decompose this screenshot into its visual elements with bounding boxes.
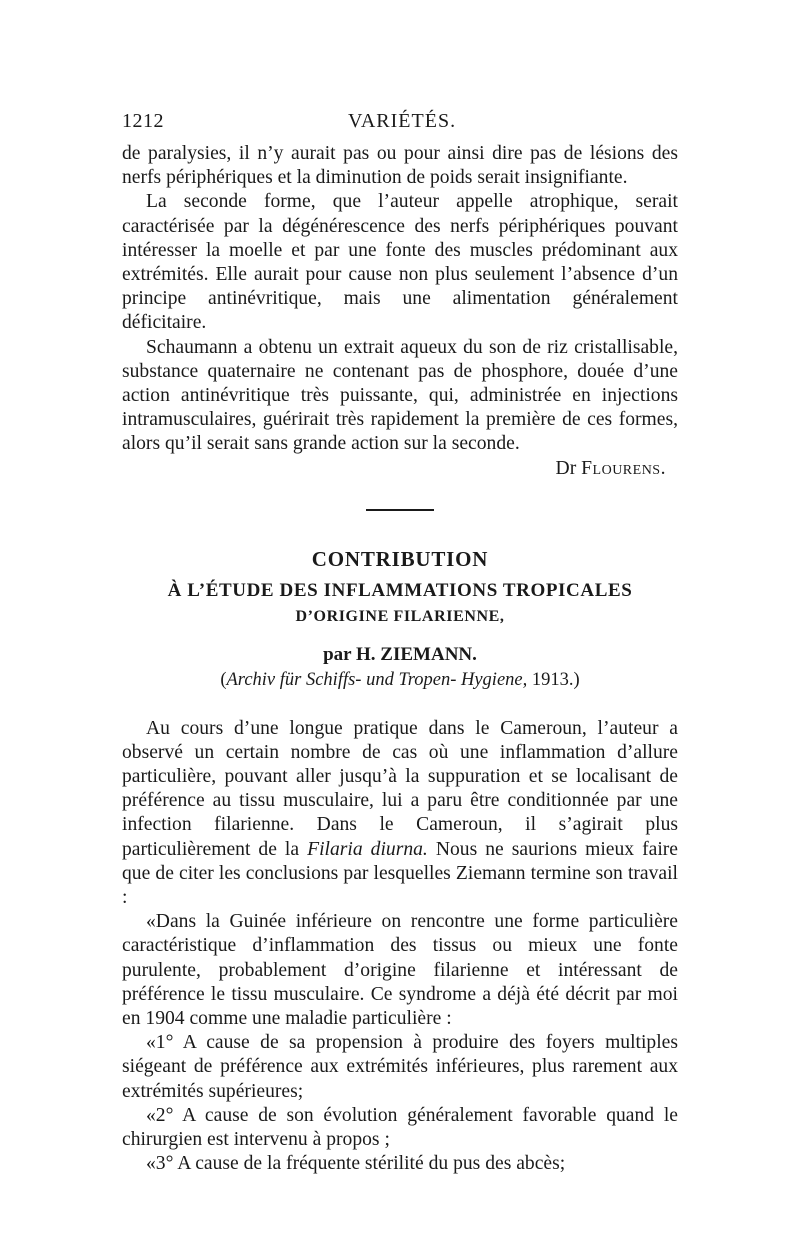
running-header — [122, 110, 678, 142]
signature-name: Flourens. — [581, 457, 666, 479]
article-subtitle: À L’ÉTUDE DES INFLAMMATIONS TROPICALES — [167, 579, 633, 601]
paragraph-quote-guinee: «Dans la Guinée inférieure on rencontre une forme particulière caractéristique d’inflammation des tissus ou mieux une fonte purulente, probablement d’origine filarienne et intéressant de préférence le tissu musculaire. Ce syndrome a déjà été décrit par moi en 1904 comme une maladie particulière : — [122, 911, 678, 1030]
running-title: VARIÉTÉS. — [348, 110, 457, 132]
article-byline: par H. ZIEMANN. — [323, 643, 477, 665]
page-number: 1212 — [122, 110, 164, 132]
section-divider — [366, 509, 434, 511]
page — [122, 110, 678, 1177]
paragraph-point-3: «3° A cause de la fréquente stérilité du pus des abcès; — [146, 1153, 566, 1175]
filaria-name: Filaria diurna. — [307, 838, 428, 860]
article-source — [122, 670, 678, 691]
author-signature — [122, 457, 678, 481]
paragraph-point-2: «2° A cause de son évolution généralement favorable quand le chirurgien est intervenu à propos ; — [122, 1104, 678, 1151]
article-subtitle-origin: D’ORIGINE FILARIENNE, — [295, 607, 505, 625]
source-paren: ( — [220, 669, 227, 690]
intro-text-a: Au cours d’une longue pratique dans le Cameroun, l’auteur a observé un certain nombre de cas où une inflammation d’allure particulière, pouvant aller jusqu’à la suppuration et se localisant de préférence au tissu musculaire, lui a paru être conditionnée par une infection filarienne. Dans le Cameroun, il s’agirait plus particulièrement de la — [122, 717, 678, 860]
paragraph-atrophic-form: La seconde forme, que l’auteur appelle atrophique, serait caractérisée par la dégénérescence des nerfs périphériques pouvant intéresser la moelle et par une fonte des muscles prédominant aux extrémités. Elle aurait pour cause non plus seulement l’absence d’un principe antinévritique, mais une alimentation généralement déficitaire. — [122, 191, 678, 334]
article-title: CONTRIBUTION — [311, 546, 489, 571]
source-year: 1913.) — [527, 669, 580, 690]
paragraph-schaumann: Schaumann a obtenu un extrait aqueux du son de riz cristallisable, substance quaternaire ne contenant pas de phosphore, douée d’une action antinévritique très puissante, qui, administrée en injections intramusculaires, guérirait très rapidement la première de ces formes, alors qu’il serait sans grande action sur la seconde. — [122, 336, 678, 455]
paragraph-continuation: de paralysies, il n’y aurait pas ou pour ainsi dire pas de lésions des nerfs périphériques et la diminution de poids serait insignifiante. — [122, 143, 678, 189]
signature-title: Dr — [555, 457, 577, 479]
intro-text-b: Nous ne saurions mieux faire que de citer les conclusions par lesquelles Ziemann termine son travail : — [122, 838, 678, 909]
source-journal: Archiv für Schiffs- und Tropen- Hygiene, — [226, 669, 528, 690]
paragraph-intro — [122, 717, 678, 911]
paragraph-point-1: «1° A cause de sa propension à produire des foyers multiples siégeant de préférence aux extrémités inférieures, plus rarement aux extrémités supérieures; — [122, 1032, 678, 1102]
